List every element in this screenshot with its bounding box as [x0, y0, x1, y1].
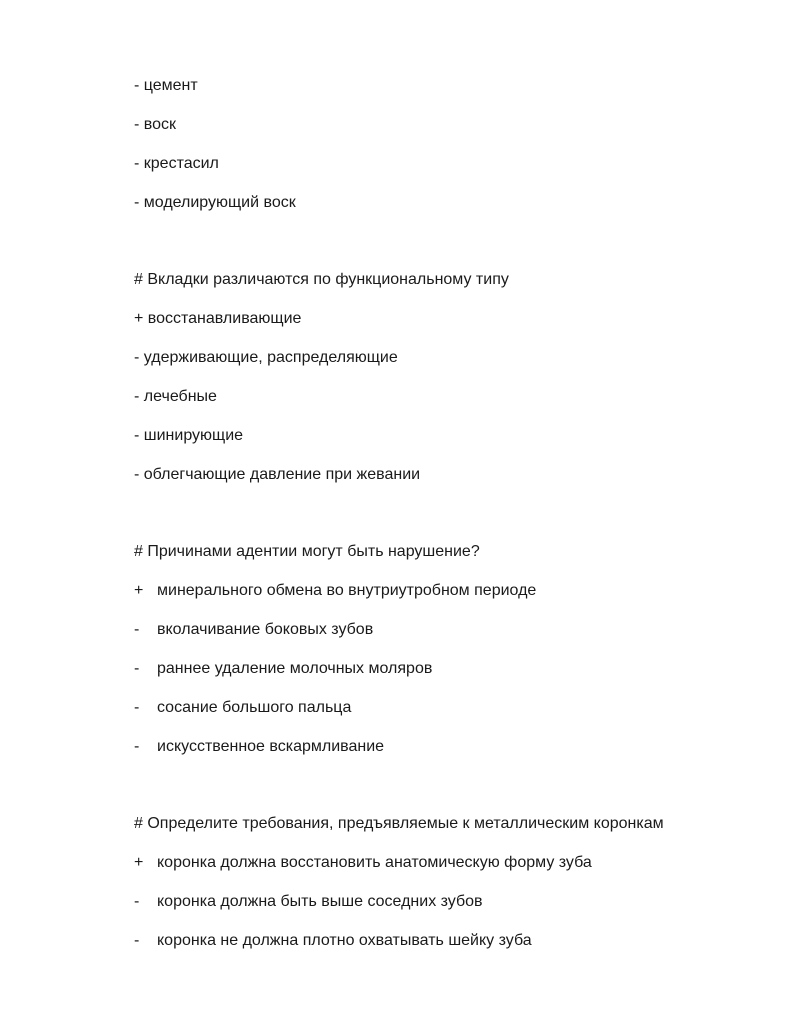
answer-text: коронка не должна плотно охватывать шейку зуба — [157, 932, 532, 949]
list-item: - воск — [134, 116, 176, 133]
answer-text: раннее удаление молочных моляров — [157, 660, 433, 677]
answer-item — [134, 698, 351, 718]
answer-item — [134, 931, 532, 951]
answer-marker: - — [134, 738, 140, 755]
answer-text: вколачивание боковых зубов — [157, 621, 374, 638]
answer-item: - лечебные — [134, 388, 217, 405]
answer-item: - шинирующие — [134, 427, 244, 444]
answer-item — [134, 659, 432, 679]
list-item: - крестасил — [134, 155, 219, 172]
answer-item — [134, 737, 384, 757]
answer-item — [134, 620, 373, 640]
answer-text: коронка должна быть выше соседних зубов — [157, 893, 483, 910]
answer-text: искусственное вскармливание — [157, 738, 385, 755]
list-item: - цемент — [134, 77, 198, 94]
answer-item — [134, 581, 536, 601]
answer-text: коронка должна восстановить анатомическую форму зуба — [157, 854, 592, 871]
answer-marker: - — [134, 699, 140, 716]
answer-marker: - — [134, 621, 140, 638]
answer-item: + восстанавливающие — [134, 310, 302, 327]
answer-item — [134, 892, 483, 912]
answer-marker: - — [134, 932, 140, 949]
answer-item — [134, 853, 592, 873]
answer-marker: + — [134, 854, 144, 871]
answer-item: - удерживающие, распределяющие — [134, 349, 398, 366]
list-item: - моделирующий воск — [134, 194, 296, 211]
answer-marker: + — [134, 582, 144, 599]
answer-text: минерального обмена во внутриутробном периоде — [157, 582, 537, 599]
question-title: # Вкладки различаются по функциональному типу — [134, 271, 509, 288]
question-title: # Причинами адентии могут быть нарушение? — [134, 543, 480, 560]
answer-item: - облегчающие давление при жевании — [134, 466, 421, 483]
answer-marker: - — [134, 660, 140, 677]
question-title: # Определите требования, предъявляемые к металлическим коронкам — [134, 815, 664, 832]
answer-text: сосание большого пальца — [157, 699, 352, 716]
answer-marker: - — [134, 893, 140, 910]
